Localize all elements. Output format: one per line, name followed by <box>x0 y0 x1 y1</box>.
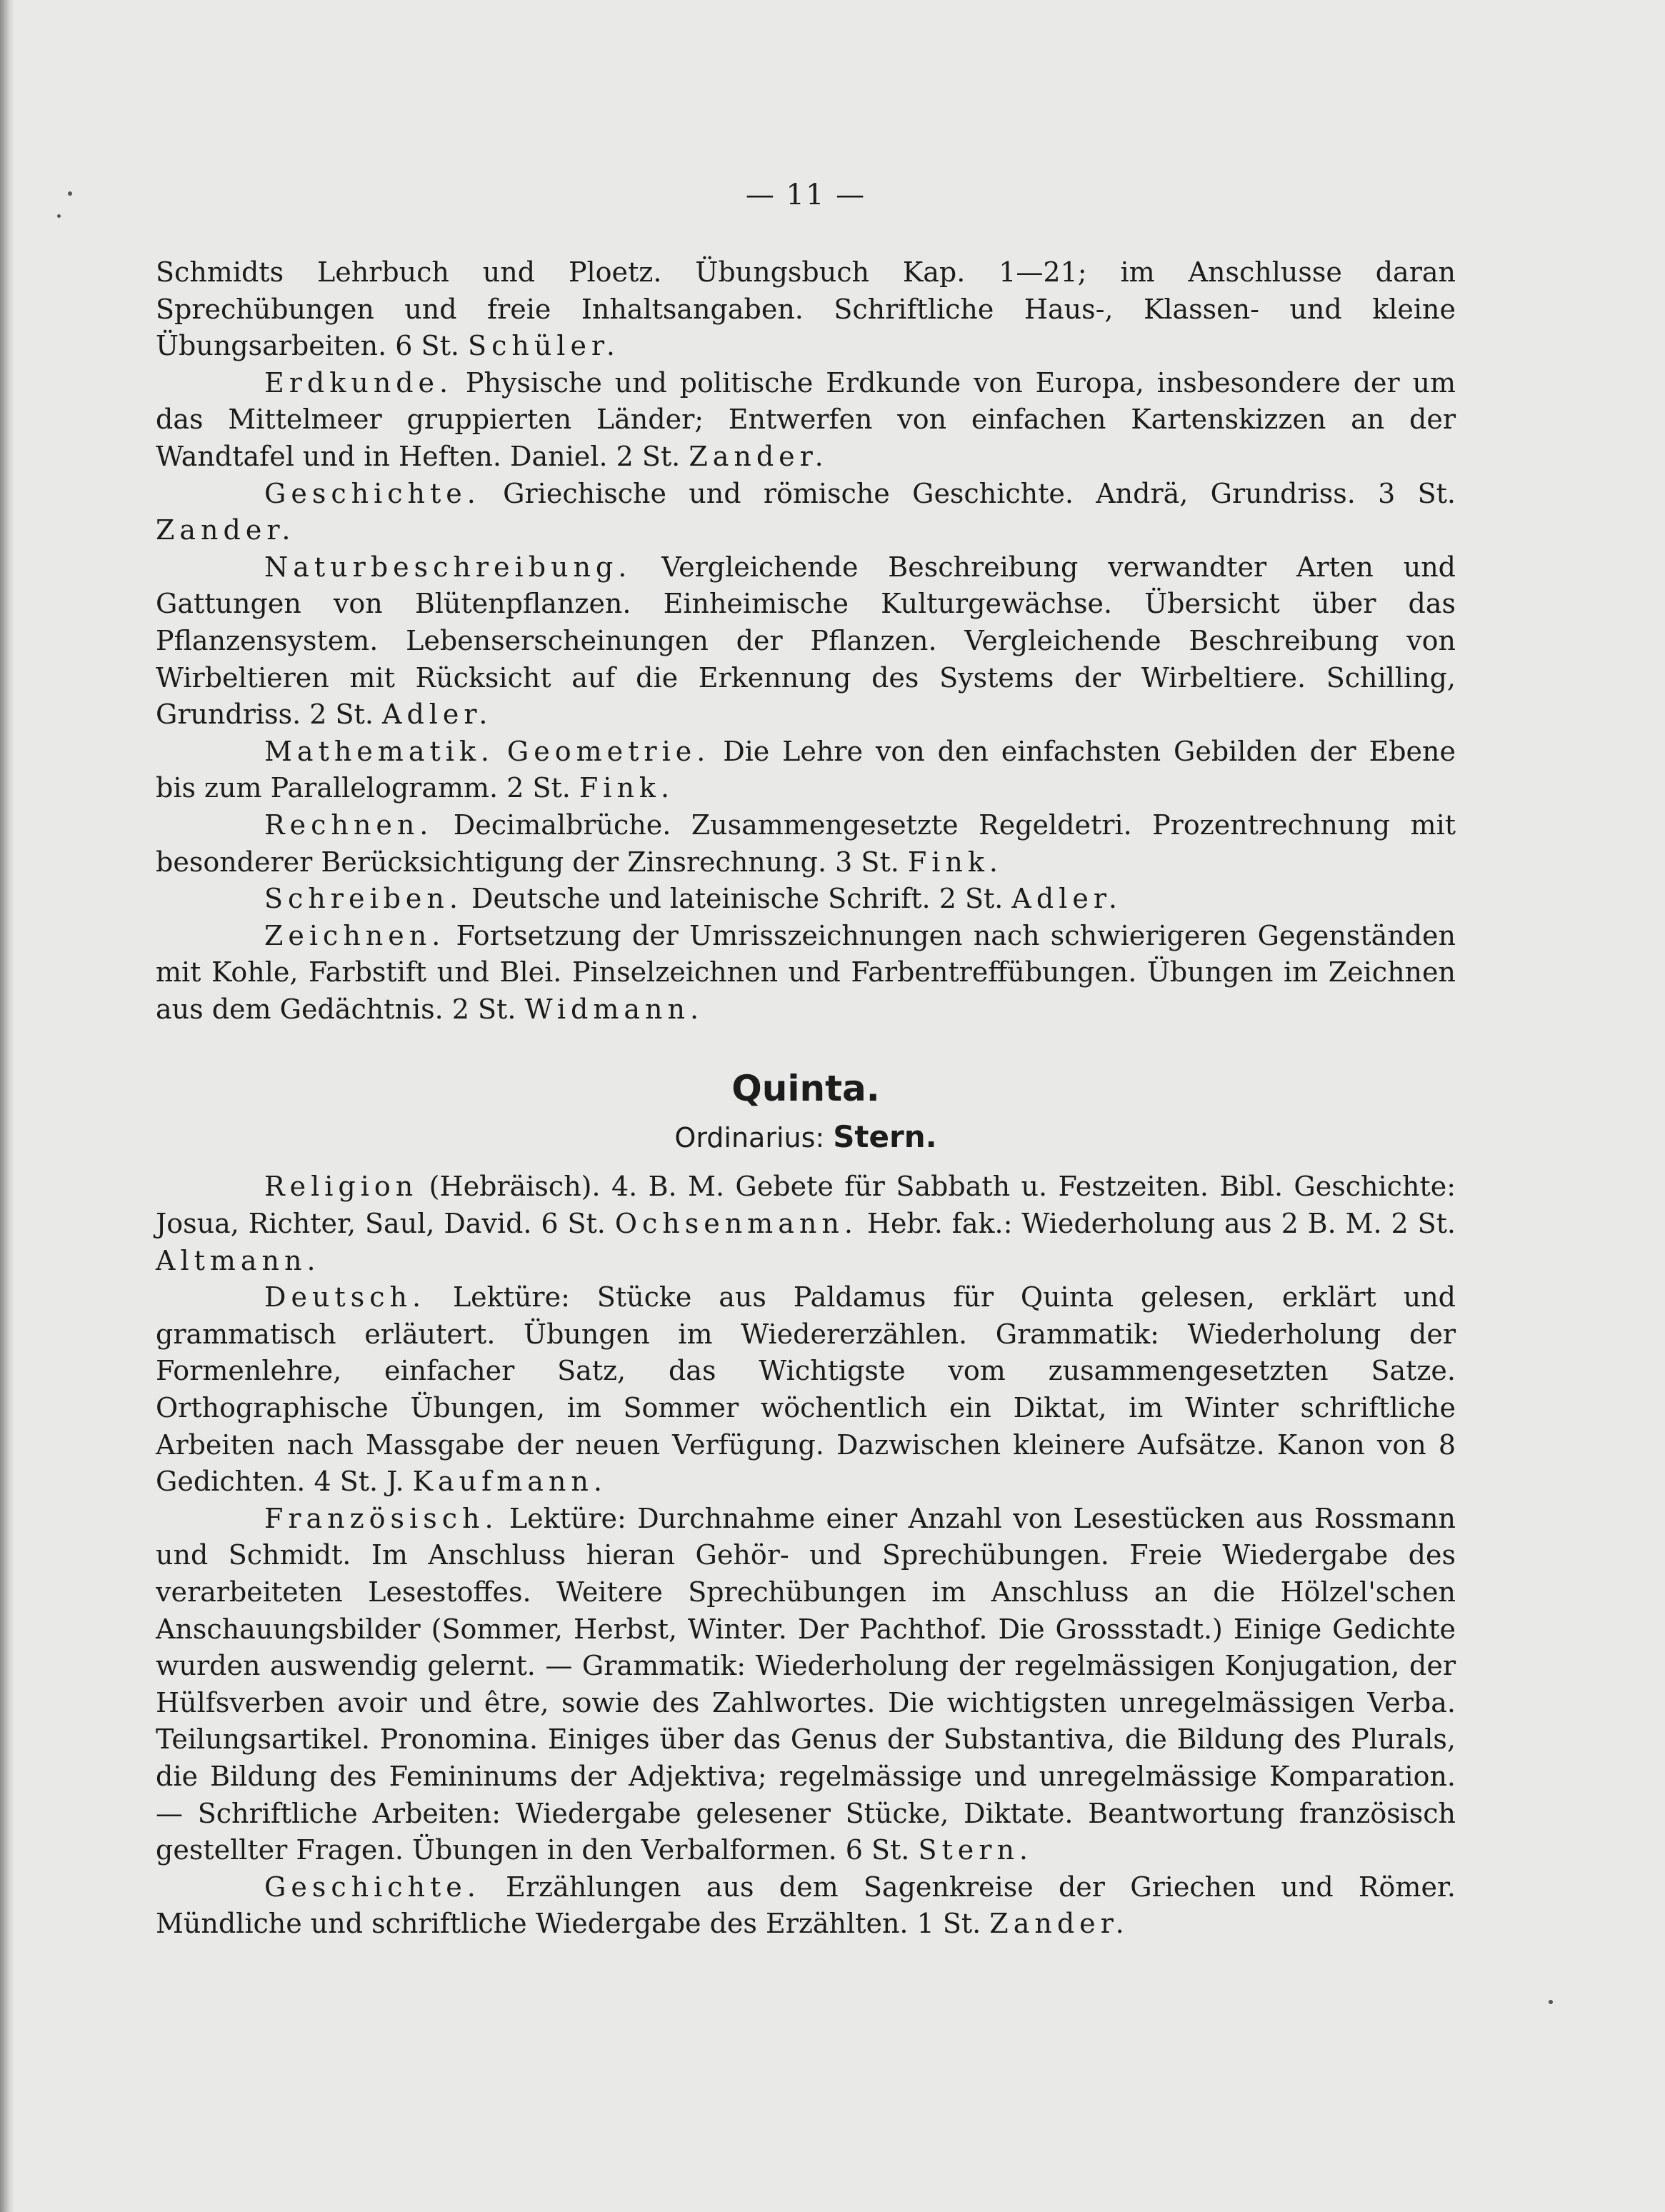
paragraph-naturbeschreibung: Naturbeschreibung. Vergleichende Beschreibung verwandter Arten und Gattungen von Blütenpflanzen. Einheimische Kulturgewächse. Übersicht über das Pflanzensystem. Lebenserscheinungen der Pflanzen. Vergleichende Beschreibung von Wirbeltieren mit Rücksicht auf die Erkennung des Systems der Wirbeltiere. Schilling, Grundriss. 2 St. Adler. <box>156 551 1456 731</box>
subject-label: Religion <box>264 1171 419 1203</box>
print-speck <box>1549 2000 1553 2004</box>
teacher-name: Zander. <box>156 514 296 546</box>
paragraph-rechnen: Rechnen. Decimalbrüche. Zusammengesetzte Regeldetri. Prozentrechnung mit besonderer Berücksichtigung der Zinsrechnung. 3 St. Fink. <box>156 809 1456 878</box>
teacher-name: Fink. <box>907 846 1003 878</box>
subject-label: Zeichnen. <box>264 919 446 951</box>
teacher-name: Widmann. <box>524 993 704 1025</box>
section-title: Quinta. <box>731 1068 880 1110</box>
teacher-name: Ochsenmann. <box>614 1208 858 1240</box>
paragraph-geschichte: Geschichte. Griechische und römische Geschichte. Andrä, Grundriss. 3 St. Zander. <box>156 477 1456 546</box>
paragraph-franzoesisch: Französisch. Lektüre: Durchnahme einer Anzahl von Lesestücken aus Rossmann und Schmidt. Im Anschluss hieran Gehör- und Sprechübungen. Freie Wiedergabe des verarbeiteten Lesestoffes. Weitere Sprechübungen im Anschluss an die Hölzel'schen Anschauungsbilder (Sommer, Herbst, Winter. Der Pachthof. Die Grossstadt.) Einige Gedichte wurden auswendig gelernt. — Grammatik: Wiederholung der regelmässigen Konjugation, der Hülfsverben avoir und être, sowie des Zahlwortes. Die wichtigsten unregelmässigen Verba. Teilungsartikel. Pronomina. Einiges über das Genus der Substantiva, die Bildung des Plurals, die Bildung des Femininums der Adjektiva; regelmässige und unregelmässige Komparation. — Schriftliche Arbeiten: Wiedergabe gelesener Stücke, Diktate. Beantwortung französisch gestellter Fragen. Übungen in den Verbalformen. 6 St. Stern. <box>156 1502 1456 1866</box>
ordinarius-name: Stern. <box>833 1119 937 1155</box>
document-page <box>156 179 1456 1943</box>
paragraph-erdkunde: Erdkunde. Physische und politische Erdkunde von Europa, insbesondere der um das Mittelmeer gruppierten Länder; Entwerfen von einfachen Kartenskizzen an der Wandtafel und in Heften. Daniel. 2 St. Zander. <box>156 366 1456 472</box>
print-speck <box>68 191 72 196</box>
subject-label: Französisch. <box>264 1502 499 1534</box>
subject-label: Rechnen. <box>264 809 434 841</box>
teacher-name: Kaufmann. <box>412 1466 607 1498</box>
subject-sublabel: Geometrie. <box>506 735 711 767</box>
teacher-name: Altmann. <box>156 1244 321 1276</box>
teacher-name: Fink. <box>579 772 675 804</box>
ordinarius-line <box>156 1119 1456 1154</box>
subject-label: Naturbeschreibung. <box>264 551 632 583</box>
subject-label: Geschichte. <box>264 477 481 509</box>
teacher-name: Schüler. <box>468 330 621 362</box>
teacher-name: Adler. <box>382 699 493 731</box>
print-speck <box>57 214 61 218</box>
paragraph-deutsch: Deutsch. Lektüre: Stücke aus Paldamus für Quinta gelesen, erklärt und grammatisch erläutert. Übungen im Wiedererzählen. Grammatik: Wiederholung der Formenlehre, einfacher Satz, das Wichtigste vom zusammengesetzten Satze. Orthographische Übungen, im Sommer wöchentlich ein Diktat, im Winter schriftliche Arbeiten nach Massgabe der neuen Verfügung. Dazwischen kleinere Aufsätze. Kanon von 8 Gedichten. 4 St. J. Kaufmann. <box>156 1281 1456 1498</box>
teacher-name: Zander. <box>689 440 829 472</box>
subject-label: Erdkunde. <box>264 366 454 399</box>
paragraph-geschichte-quinta: Geschichte. Erzählungen aus dem Sagenkreise der Griechen und Römer. Mündliche und schriftliche Wiedergabe des Erzählten. 1 St. Zander. <box>156 1871 1456 1940</box>
subject-label: Schreiben. <box>264 883 463 915</box>
ordinarius-label: Ordinarius: <box>674 1122 825 1154</box>
page-edge-shadow <box>0 0 14 2212</box>
subject-label: Deutsch. <box>264 1281 426 1313</box>
paragraph-zeichnen: Zeichnen. Fortsetzung der Umrisszeichnungen nach schwierigeren Gegenständen mit Kohle, Farbstift und Blei. Pinselzeichnen und Farbentreffübungen. Übungen im Zeichnen aus dem Gedächtnis. 2 St. Widmann. <box>156 919 1456 1025</box>
paragraph-religion: Religion (Hebräisch). 4. B. M. Gebete für Sabbath u. Festzeiten. Bibl. Geschichte: Josua, Richter, Saul, David. 6 St. Ochsenmann. Hebr. fak.: Wiederholung aus 2 B. M. 2 St. Altmann. <box>156 1171 1456 1276</box>
teacher-name: Adler. <box>1011 883 1122 915</box>
paragraph-french-continuation: Schmidts Lehrbuch und Ploetz. Übungsbuch Kap. 1—21; im Anschlusse daran Sprechübungen und freie Inhaltsangaben. Schriftliche Haus-, Klassen- und kleine Übungsarbeiten. 6 St. Schüler. <box>156 256 1456 362</box>
subject-label: Geschichte. <box>264 1871 481 1903</box>
teacher-name: Stern. <box>918 1834 1033 1866</box>
paragraph-mathematik: Mathematik. Geometrie. Die Lehre von den einfachsten Gebilden der Ebene bis zum Parallelogramm. 2 St. Fink. <box>156 735 1456 804</box>
subject-label: Mathematik. <box>264 735 495 767</box>
paragraph-schreiben: Schreiben. Deutsche und lateinische Schrift. 2 St. Adler. <box>264 883 1122 915</box>
page-number: — 11 — <box>745 179 866 211</box>
teacher-name: Zander. <box>989 1908 1129 1940</box>
